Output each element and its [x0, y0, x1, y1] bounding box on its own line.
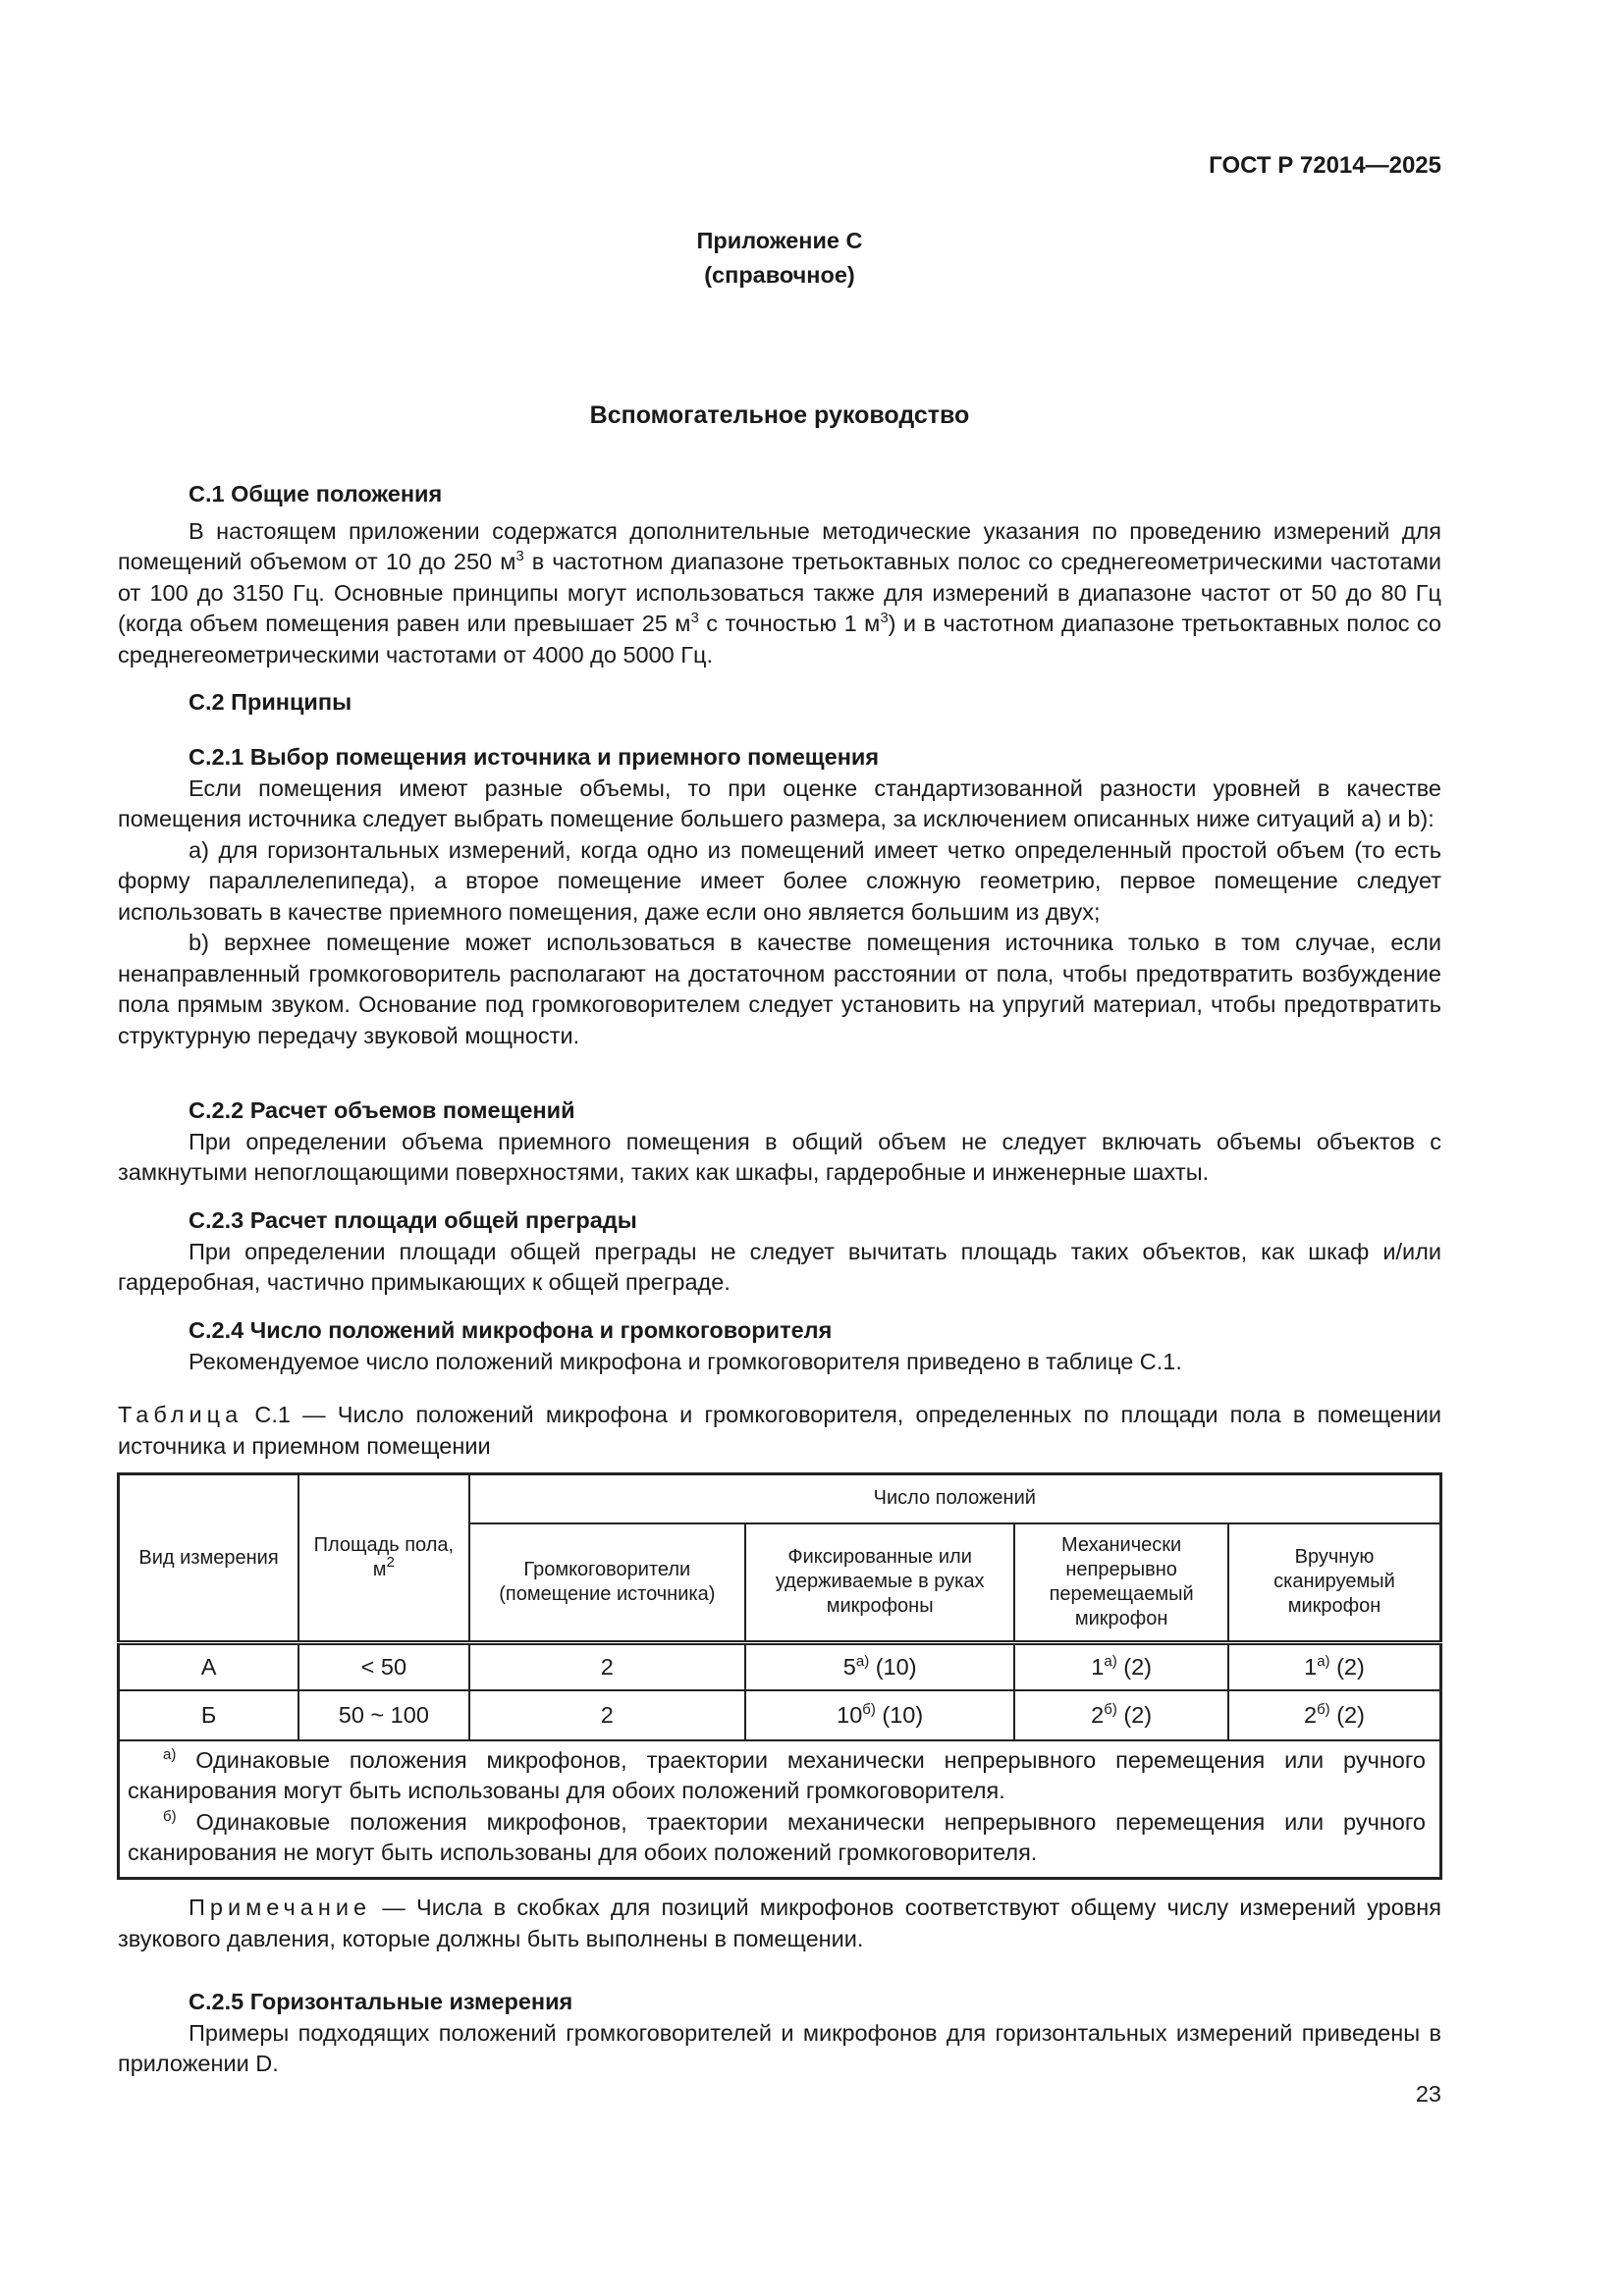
header-area: Площадь пола, $м^2$ — [298, 1474, 469, 1643]
paragraph: b) верхнее помещение может использоваться в качестве помещения источника только в том случае, если ненаправленный громкоговоритель располагают на достаточном расстоянии от пола, чтобы предотвратить возбуждение пола прямым звуком. Основание под громкоговорителем следует установить на упругий материал, чтобы предотвратить структурную передачу звуковой мощности. — [118, 930, 1441, 1048]
header-type: Вид измерения — [119, 1474, 299, 1643]
section-title: С.2.5 Горизонтальные измерения — [189, 1989, 573, 2014]
paragraph: В настоящем приложении содержатся дополнительные методические указания по проведению измерений для помещений объемом от 10 до 250 $м^3$ в частотном диапазоне третьоктавных полос со среднегеометрическими частотами от 100 до 3150 Гц. Основные принципы могут использоваться также для измерений в диапазоне частот от 50 до 80 Гц (когда объем помещения равен или превышает 25 $м^3$ с точностью 1 $м^3$) и в частотном диапазоне третьоктавных полос со среднегеометрическими частотами от 4000 до 5000 Гц. — [118, 517, 1441, 667]
section-title: С.2.1 Выбор помещения источника и приемного помещения — [189, 744, 880, 770]
section-c22 — [118, 1095, 1441, 1189]
section-title: С.2 Принципы — [189, 689, 352, 715]
paragraph: При определении объема приемного помещения в общий объем не следует включать объемы объектов с замкнутыми непоглощающими поверхностями, таких как шкафы, гардеробные и инженерные шахты. — [118, 1128, 1441, 1185]
section-title: С.2.2 Расчет объемов помещений — [189, 1097, 575, 1123]
table-row: Б 50 ~ 100 2 $10^{б)}$ (10) $2^{б)}$ (2) $2^{б)}$ (2) — [119, 1690, 1441, 1740]
appendix-title: Приложение С — [696, 228, 863, 253]
section-c23 — [118, 1205, 1441, 1299]
footnote: $^{б)}$ Одинаковые положения микрофонов, траектории механически непрерывного перемещения или ручного сканирования не могут быть использованы для обоих положений громкоговорителя. — [128, 1807, 1426, 1865]
section-title: С.2.3 Расчет площади общей преграды — [189, 1207, 637, 1233]
header-speakers: Громкоговорители (помещение источника) — [469, 1523, 745, 1643]
section-c1 — [118, 479, 1441, 670]
paragraph: Если помещения имеют разные объемы, то при оценке стандартизованной разности уровней в качестве помещения источника следует выбрать помещение большего размера, за исключением описанных ниже ситуаций а) и b): — [118, 774, 1441, 831]
header-manual: Вручную сканируемый микрофон — [1228, 1523, 1441, 1643]
note: Примечание — Числа в скобках для позиций микрофонов соответствуют общему числу измерений уровня звукового давления, которые должны быть выполнены в помещении. — [118, 1895, 1441, 1951]
doc-id: ГОСТ Р 72014—2025 — [1209, 152, 1441, 179]
appendix-header — [118, 226, 1441, 291]
table-caption: Таблица С.1 — Число положений микрофона и громкоговорителя, определенных по площади пола в помещении источника и приемном помещении — [118, 1402, 1441, 1459]
paragraph: а) для горизонтальных измерений, когда одно из помещений имеет четко определенный простой объем (то есть форму параллелепипеда), а второе помещение имеет более сложную геометрию, первое помещение следует использовать в качестве приемного помещения, даже если оно является большим из двух; — [118, 836, 1441, 925]
section-c24 — [118, 1315, 1441, 1377]
header-mech: Механически непрерывно перемещаемый микрофон — [1014, 1523, 1228, 1643]
page-number: 23 — [1415, 2081, 1441, 2107]
appendix-subtitle: (справочное) — [704, 261, 855, 288]
footnote: $^{а)}$ Одинаковые положения микрофонов, траектории механически непрерывного перемещения или ручного сканирования могут быть использованы для обоих положений громкоговорителя. — [128, 1745, 1426, 1803]
paragraph: Рекомендуемое число положений микрофона и громкоговорителя приведено в таблице С.1. — [189, 1348, 1182, 1374]
appendix-heading: Вспомогательное руководство — [589, 401, 970, 429]
section-c25 — [118, 1987, 1441, 2080]
section-title: С.1 Общие положения — [189, 481, 443, 507]
section-title: С.2.4 Число положений микрофона и громкоговорителя — [189, 1317, 833, 1343]
table-row: А < 50 2 $5^{а)}$ (10) $1^{а)}$ (2) $1^{а)}$ (2) — [119, 1643, 1441, 1690]
header-group: Число положений — [469, 1474, 1441, 1523]
paragraph: При определении площади общей преграды не следует вычитать площадь таких объектов, как шкаф и/или гардеробная, частично примыкающих к общей преграде. — [118, 1238, 1441, 1295]
header-fixed: Фиксированные или удерживаемые в руках микрофоны — [745, 1523, 1014, 1643]
table-c1 — [117, 1472, 1442, 1880]
paragraph: Примеры подходящих положений громкоговорителей и микрофонов для горизонтальных измерений приведены в приложении D. — [118, 2019, 1441, 2076]
table-footnotes — [119, 1740, 1441, 1879]
section-c21 — [118, 742, 1441, 1051]
